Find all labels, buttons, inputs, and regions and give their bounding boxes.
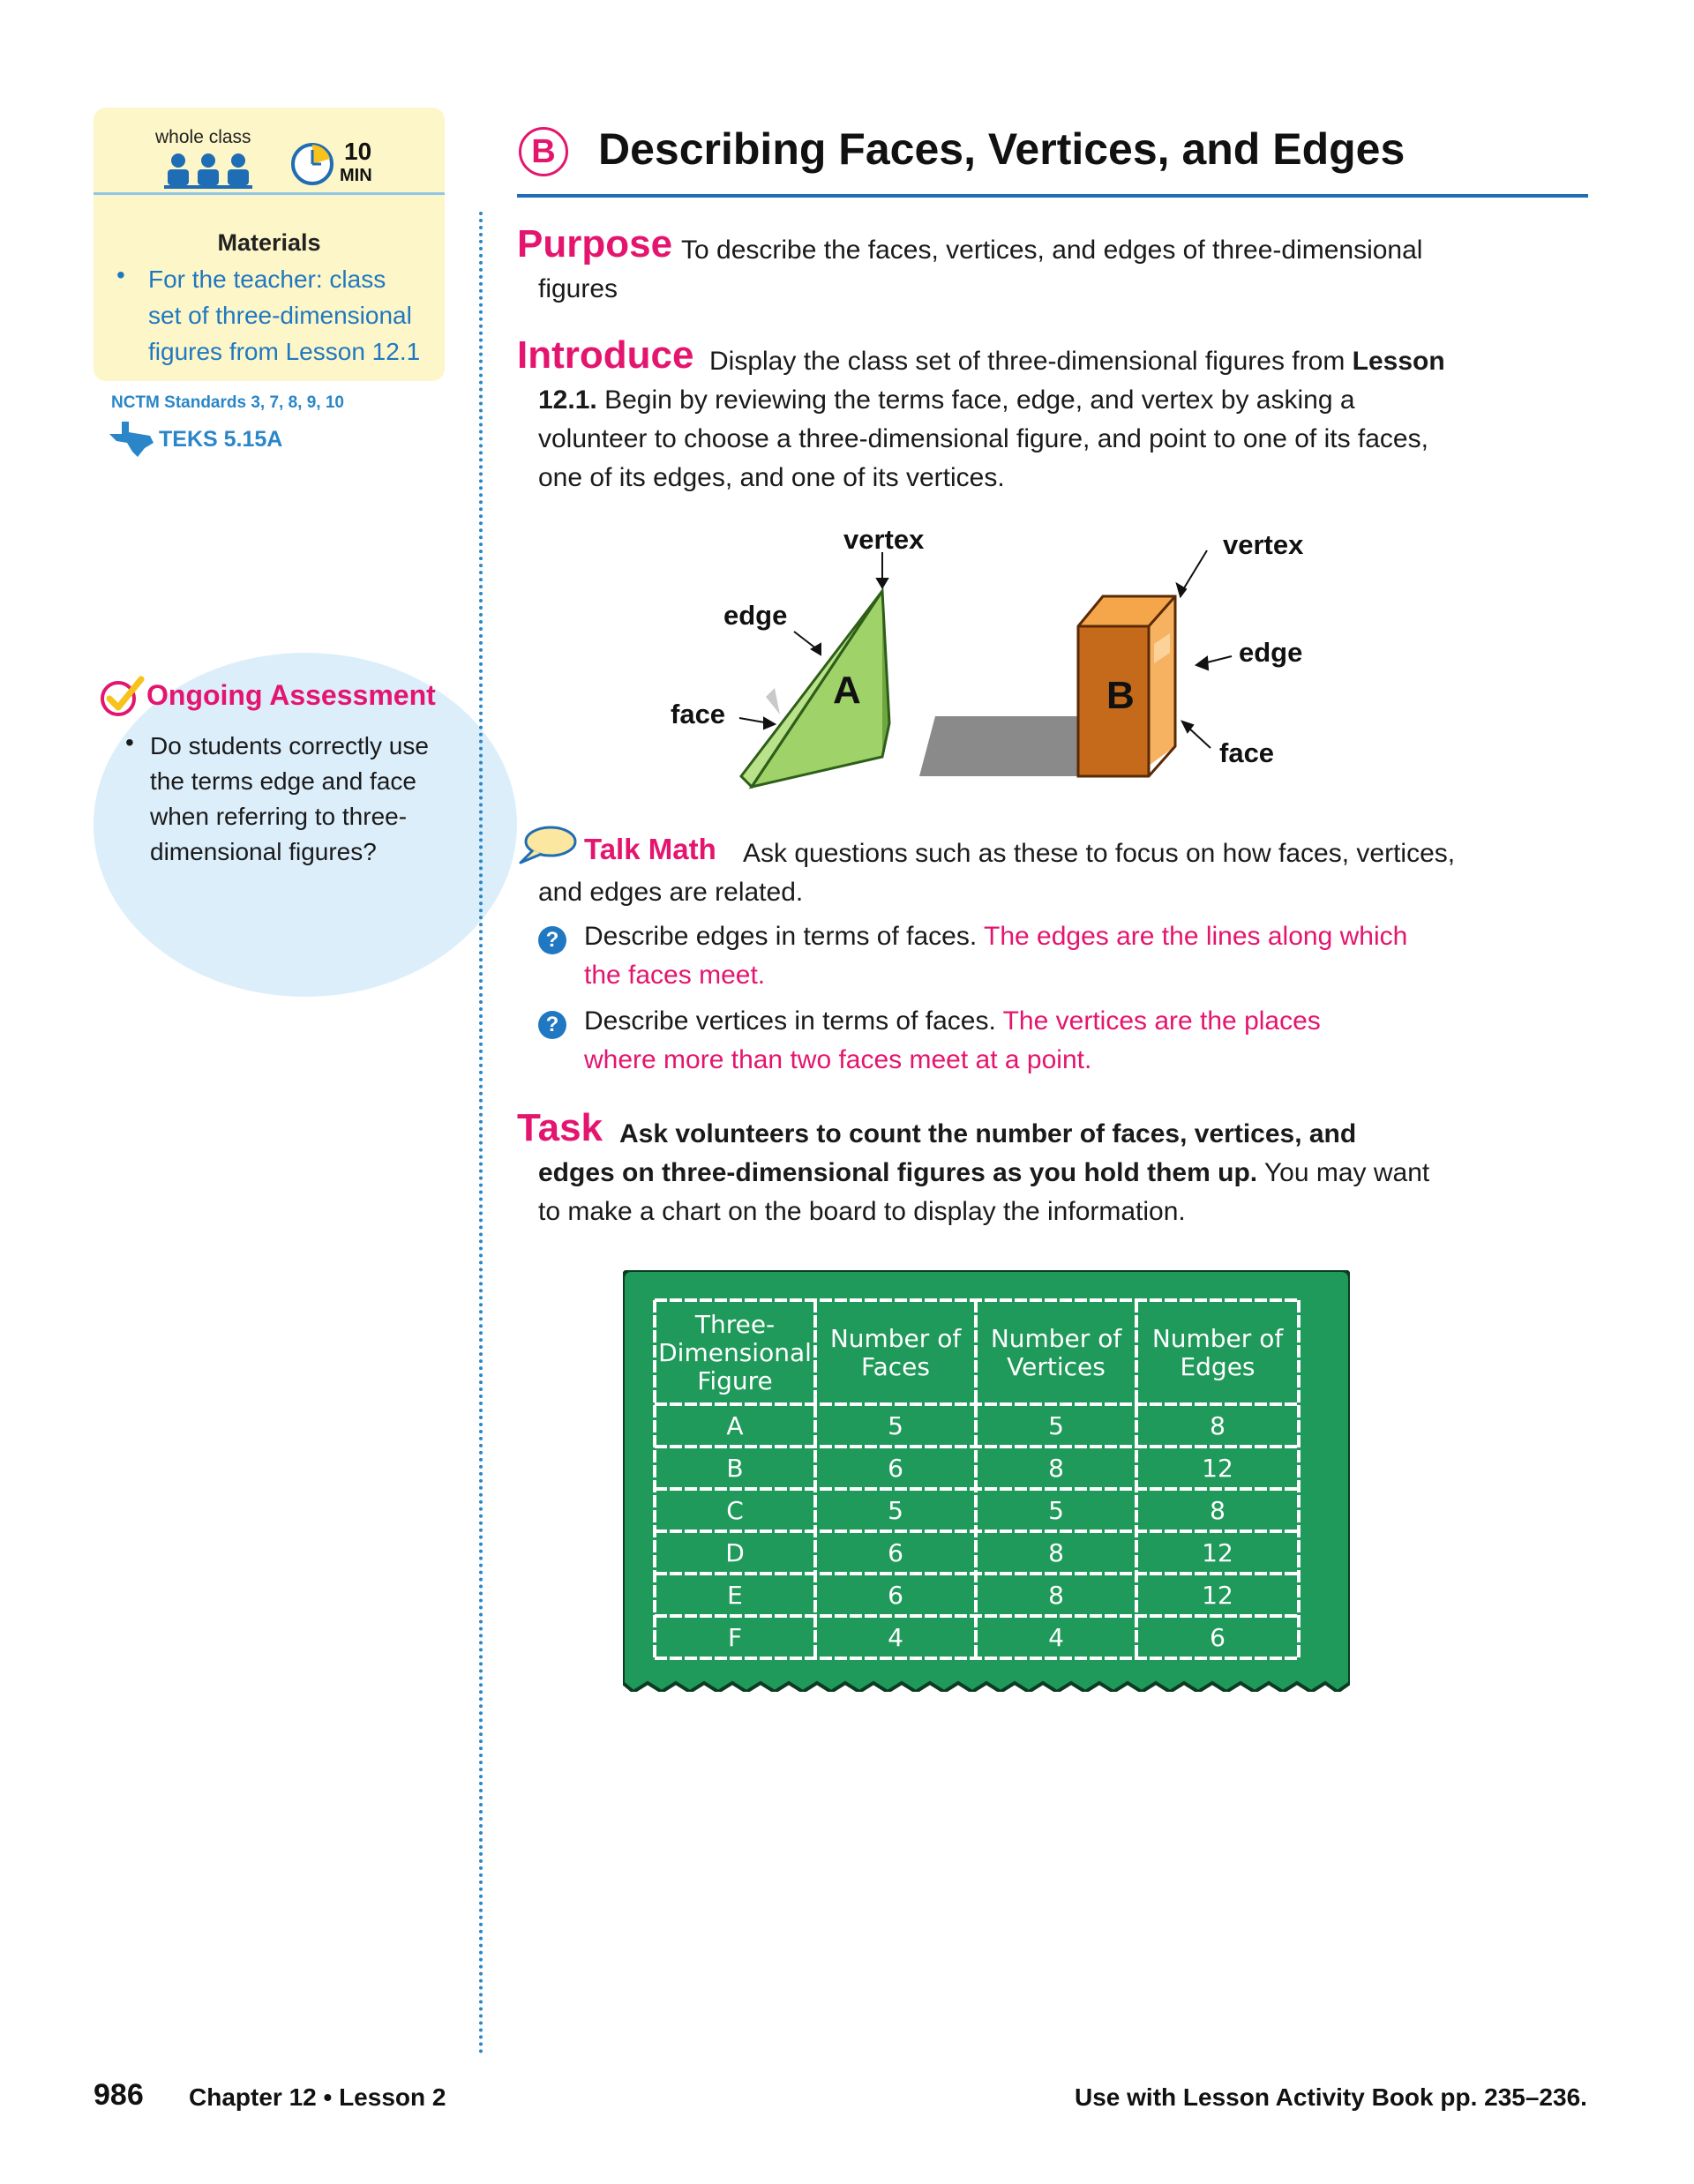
materials-line: For the teacher: class — [148, 266, 386, 293]
talk-math-line: Ask questions such as these to focus on how faces, vertices, — [743, 839, 1456, 868]
checkmark-icon — [99, 676, 145, 718]
page-number: 986 — [94, 2078, 144, 2112]
minutes-unit: MIN — [340, 166, 372, 185]
table-cell: A — [726, 1411, 744, 1440]
bullet-icon: • — [125, 729, 134, 756]
nctm-standards: NCTM Standards 3, 7, 8, 9, 10 — [111, 393, 344, 412]
assessment-line: Do students correctly use — [150, 732, 429, 759]
page-title: Describing Faces, Vertices, and Edges — [598, 124, 1405, 174]
table-cell: 8 — [1048, 1454, 1064, 1483]
table-header-cell: Faces — [861, 1352, 930, 1381]
introduce-text: Display the class set of three-dimensional figures from — [709, 347, 1353, 376]
chalkboard-table — [623, 1270, 1350, 1692]
table-header-cell: Dimensional — [658, 1338, 812, 1367]
question-icon: ? — [538, 926, 566, 954]
table-cell: 8 — [1210, 1411, 1226, 1440]
table-cell: 8 — [1210, 1496, 1226, 1525]
minutes-value: 10 — [344, 138, 372, 165]
table-cell: 6 — [888, 1454, 903, 1483]
table-cell: 12 — [1202, 1538, 1233, 1567]
introduce-line: volunteer to choose a three-dimensional figure, and point to one of its faces, — [538, 424, 1428, 453]
table-cell: B — [726, 1454, 744, 1483]
table-cell: 8 — [1048, 1538, 1064, 1567]
title-rule — [517, 194, 1588, 198]
whole-class-icon — [164, 152, 252, 191]
materials-line: figures from Lesson 12.1 — [148, 338, 421, 365]
table-header-cell: Three- — [694, 1310, 776, 1339]
table-cell: 12 — [1202, 1454, 1233, 1483]
purpose-line: figures — [538, 274, 618, 303]
answer-text: The vertices are the places — [1002, 1006, 1321, 1036]
task-line: Ask volunteers to count the number of faces, vertices, and — [619, 1119, 1357, 1148]
table-header-cell: Edges — [1180, 1352, 1256, 1381]
table-header-cell: Vertices — [1007, 1352, 1106, 1381]
figure-b-box — [919, 596, 1175, 776]
texas-icon — [109, 422, 155, 457]
purpose-label: Purpose — [517, 222, 673, 266]
purpose-line: To describe the faces, vertices, and edges of three-dimensional — [681, 236, 1423, 265]
figure-b-edge-label: edge — [1239, 637, 1303, 668]
task-label: Task — [517, 1106, 603, 1149]
figure-b-face-label: face — [1219, 737, 1275, 768]
talk-math-label: Talk Math — [584, 833, 716, 865]
task-line — [538, 1154, 1429, 1193]
table-header-cell: Number of — [1151, 1324, 1284, 1353]
assessment-line: dimensional figures? — [150, 838, 377, 865]
planning-divider — [94, 192, 445, 195]
answer-text: the faces meet. — [584, 961, 766, 990]
ongoing-assessment-text — [150, 729, 441, 870]
task-line: to make a chart on the board to display the information. — [538, 1197, 1186, 1226]
table-cell: E — [727, 1581, 743, 1610]
introduce-label: Introduce — [517, 333, 694, 377]
table-cell: D — [725, 1538, 745, 1567]
teks-standard: TEKS 5.15A — [159, 427, 283, 452]
introduce-text: Begin by reviewing the terms face, edge, and vertex by asking a — [596, 385, 1355, 415]
table-header-cell: Number of — [990, 1324, 1122, 1353]
question-text: Describe vertices in terms of faces. — [584, 1006, 1003, 1036]
table-cell: 6 — [888, 1538, 903, 1567]
assessment-line: when referring to three- — [150, 803, 408, 830]
answer-text: The edges are the lines along which — [984, 922, 1408, 951]
table-cell: 4 — [1048, 1623, 1064, 1652]
materials-item — [148, 261, 431, 370]
figure-a-vertex-label: vertex — [843, 524, 925, 555]
talk-math-line: and edges are related. — [538, 878, 804, 907]
table-cell: 5 — [888, 1496, 903, 1525]
figure-a-letter: A — [833, 669, 861, 712]
answer-text: where more than two faces meet at a point. — [584, 1045, 1092, 1074]
bullet-icon: • — [116, 261, 125, 288]
figure-a-edge-label: edge — [723, 600, 788, 631]
table-cell: 8 — [1048, 1581, 1064, 1610]
lesson-ref: Lesson — [1352, 347, 1445, 376]
chapter-label: Chapter 12 • Lesson 2 — [189, 2083, 446, 2111]
materials-line: set of three-dimensional — [148, 302, 412, 329]
table-cell: 6 — [888, 1581, 903, 1610]
table-cell: 5 — [1048, 1496, 1064, 1525]
question-line — [584, 1002, 1321, 1041]
question-icon: ? — [538, 1011, 566, 1039]
section-badge: B — [519, 127, 568, 176]
figure-b-letter: B — [1106, 674, 1135, 717]
activity-book-ref: Use with Lesson Activity Book pp. 235–236. — [1075, 2083, 1587, 2111]
task-text: You may want — [1257, 1158, 1430, 1187]
ongoing-assessment-title: Ongoing Assessment — [146, 679, 436, 711]
group-label: whole class — [155, 127, 251, 147]
task-bold-text: edges on three-dimensional figures as you hold them up. — [538, 1158, 1258, 1187]
introduce-line: one of its edges, and one of its vertices. — [538, 463, 1005, 492]
table-header-cell: Figure — [697, 1366, 773, 1395]
introduce-line — [709, 342, 1445, 381]
introduce-line — [538, 381, 1355, 420]
question-text: Describe edges in terms of faces. — [584, 922, 984, 951]
question-line — [584, 917, 1407, 956]
table-cell: 5 — [1048, 1411, 1064, 1440]
table-cell: 6 — [1210, 1623, 1226, 1652]
table-cell: F — [727, 1623, 743, 1652]
table-cell: 12 — [1202, 1581, 1233, 1610]
table-header-cell: Number of — [829, 1324, 962, 1353]
lesson-ref: 12.1. — [538, 385, 597, 415]
table-cell: 5 — [888, 1411, 903, 1440]
figure-b-vertex-label: vertex — [1223, 529, 1304, 560]
timer-icon — [289, 141, 335, 187]
assessment-line: the terms edge and face — [150, 767, 416, 795]
table-cell: 4 — [888, 1623, 903, 1652]
speech-bubble-icon — [517, 824, 577, 866]
figure-a-face-label: face — [671, 699, 726, 729]
column-divider — [479, 212, 483, 2055]
materials-title: Materials — [217, 229, 321, 256]
table-cell: C — [726, 1496, 744, 1525]
